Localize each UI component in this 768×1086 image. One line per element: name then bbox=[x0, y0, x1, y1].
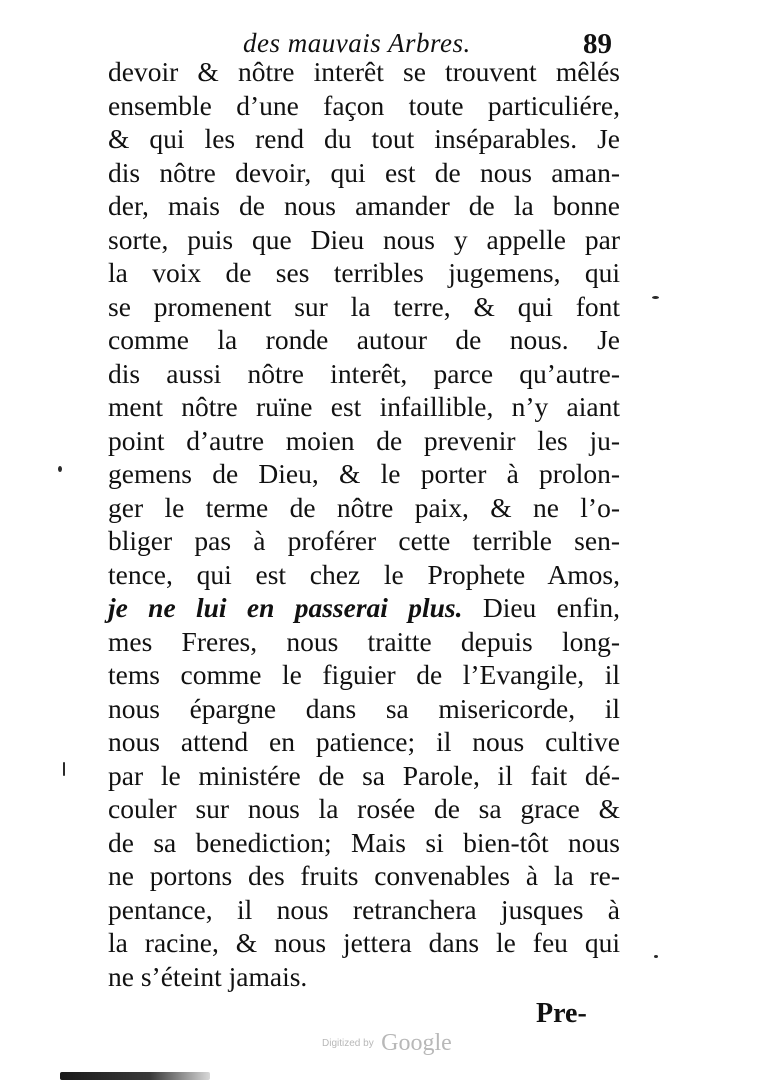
text-line-24: de sa benediction; Mais si bien-tôt nous bbox=[108, 826, 620, 858]
text-line-19: tems comme le figuier de l’Evangile, il bbox=[108, 659, 620, 690]
text-line-13: gemens de Dieu, & le porter à prolon- bbox=[108, 458, 620, 489]
text-line-8: se promenent sur la terre, & qui font bbox=[108, 290, 620, 322]
page-edge-mark bbox=[60, 1072, 210, 1080]
page-number: 89 bbox=[583, 28, 612, 60]
text-line-27: la racine, & nous jettera dans le feu qui bbox=[108, 927, 620, 958]
body-text bbox=[108, 55, 620, 993]
ink-speck bbox=[58, 466, 62, 472]
text-line-22: par le ministére de sa Parole, il fait dé- bbox=[108, 759, 620, 791]
text-line-7: la voix de ses terribles jugemens, qui bbox=[108, 257, 620, 288]
catchword: Pre- bbox=[536, 998, 587, 1029]
text-line-10: dis aussi nôtre interêt, parce qu’autre- bbox=[108, 357, 620, 389]
watermark-brand: Google bbox=[381, 1030, 452, 1056]
watermark-prefix: Digitized by bbox=[322, 1038, 374, 1049]
text-line-25: ne portons des fruits convenables à la re- bbox=[108, 860, 620, 891]
digitized-watermark bbox=[322, 1030, 452, 1057]
text-line-11: ment nôtre ruïne est infaillible, n’y aiant bbox=[108, 391, 620, 422]
text-line-4: dis nôtre devoir, qui est de nous aman- bbox=[108, 156, 620, 188]
text-line-3: & qui les rend du tout inséparables. Je bbox=[108, 123, 620, 154]
running-title: des mauvais Arbres. bbox=[243, 28, 471, 58]
ink-speck bbox=[654, 955, 658, 958]
ink-speck bbox=[652, 296, 659, 299]
text-line-2: ensemble d’une façon toute particuliére, bbox=[108, 89, 620, 121]
text-line-28: ne s’éteint jamais. bbox=[108, 960, 308, 992]
text-line-21: nous attend en patience; il nous cultive bbox=[108, 726, 620, 757]
text-line-15: bliger pas à proférer cette terrible sen- bbox=[108, 525, 620, 556]
text-line-26: pentance, il nous retranchera jusques à bbox=[108, 893, 620, 925]
italic-quotation: je ne lui en passerai plus. bbox=[108, 592, 463, 623]
text-line-1: devoir & nôtre interêt se trouvent mêlés bbox=[108, 56, 620, 87]
text-line-17-rest: Dieu enfin, bbox=[462, 592, 620, 623]
text-line-20: nous épargne dans sa misericorde, il bbox=[108, 692, 620, 724]
text-line-16: tence, qui est chez le Prophete Amos, bbox=[108, 558, 620, 590]
text-line-9: comme la ronde autour de nous. Je bbox=[108, 324, 620, 355]
text-line-17 bbox=[108, 591, 620, 625]
text-line-5: der, mais de nous amander de la bonne bbox=[108, 190, 620, 221]
text-line-18: mes Freres, nous traitte depuis long- bbox=[108, 625, 620, 657]
text-line-14: ger le terme de nôtre paix, & ne l’o- bbox=[108, 491, 620, 523]
text-line-6: sorte, puis que Dieu nous y appelle par bbox=[108, 223, 620, 255]
text-line-23: couler sur nous la rosée de sa grace & bbox=[108, 793, 620, 824]
ink-speck bbox=[63, 762, 65, 776]
text-line-12: point d’autre moien de prevenir les ju- bbox=[108, 424, 620, 456]
